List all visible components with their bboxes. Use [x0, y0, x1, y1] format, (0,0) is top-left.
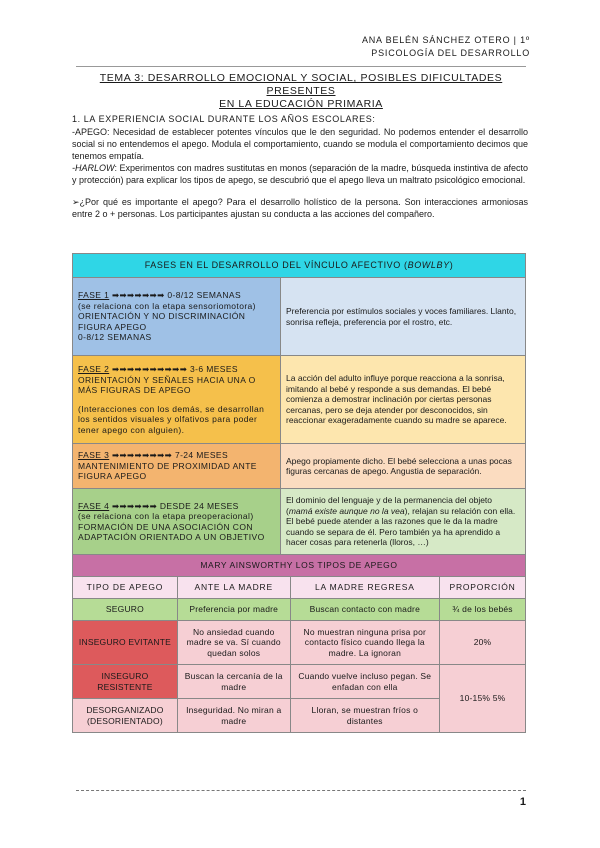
phase-arrows: ➡➡➡➡➡➡➡➡➡➡: [109, 364, 190, 374]
subject-line: PSICOLOGÍA DEL DESARROLLO: [371, 48, 530, 58]
phase-title: ORIENTACIÓN Y SEÑALES HACIA UNA O MÁS FIGURAS DE APEGO: [78, 374, 256, 395]
mother-returns: Buscan contacto con madre: [290, 599, 439, 621]
document-title: [76, 72, 526, 111]
phase-row: [73, 489, 526, 555]
apego-paragraph: [72, 126, 528, 162]
title-line-1: TEMA 3: DESARROLLO EMOCIONAL Y SOCIAL, POSIBLES DIFICULTADES PRESENTES: [99, 72, 503, 97]
heading-prefix: FASES EN EL DESARROLLO DEL VÍNCULO AFECTIVO (: [144, 260, 408, 271]
heading-suffix: ): [449, 260, 454, 271]
phase-number: FASE 3: [78, 450, 110, 461]
attachment-type: INSEGURO EVITANTE: [73, 621, 178, 665]
table-row: [73, 621, 526, 665]
phase-title: FORMACIÓN DE UNA ASOCIACIÓN CON ADAPTACIÓN ORIENTADO A UN OBJETIVO: [78, 521, 265, 542]
mother-returns: Cuando vuelve incluso pegan. Se enfadan con ella: [290, 665, 439, 699]
body-text: [72, 113, 528, 220]
column-header: PROPORCIÓN: [440, 577, 526, 599]
phase-description: Apego propiamente dicho. El bebé selecciona a unas pocas figuras cercanas de apego. Angustia de separación.: [281, 444, 526, 489]
phase-label-cell: [73, 356, 281, 444]
title-line-2: EN LA EDUCACIÓN PRIMARIA: [219, 98, 383, 110]
header-divider: [76, 66, 526, 67]
before-mother: Preferencia por madre: [177, 599, 290, 621]
column-header: ANTE LA MADRE: [177, 577, 290, 599]
phase-row: [73, 356, 526, 444]
harlow-paragraph: [72, 162, 528, 186]
attachment-type: INSEGURO RESISTENTE: [73, 665, 178, 699]
phase-age: DESDE 24 MESES: [159, 500, 239, 511]
phase-label-cell: [73, 278, 281, 356]
phase-number: FASE 2: [78, 364, 110, 374]
apego-text: Necesidad de establecer potentes vínculos que le den seguridad. No podemos entender el desarrollo social si no entendemos el apego. Modula el comportamiento, cuando se modula el comportamiento decimos que tenemos empatía.: [72, 127, 528, 161]
proportion: 20%: [440, 621, 526, 665]
column-header: LA MADRE REGRESA: [290, 577, 439, 599]
harlow-text: : Experimentos con madres sustitutas en monos (separación de la madre, búsqueda instintiva de afecto y protección) para explicar los tipos de apego, se descubrió que el apego lleva un maltrato psicológico emocional.: [72, 163, 528, 185]
phase-age: 0-8/12 SEMANAS: [167, 290, 242, 301]
column-header: TIPO DE APEGO: [73, 577, 178, 599]
phase-row: [73, 444, 526, 489]
phase-note: (Interacciones con los demás, se desarrollan los sentidos visuales y olfativos para poder tener apego con alguien).: [78, 403, 265, 435]
phase-arrows: ➡➡➡➡➡➡: [109, 500, 160, 511]
attachment-type: DESORGANIZADO (DESORIENTADO): [73, 699, 178, 733]
mother-returns: Lloran, se muestran fríos o distantes: [290, 699, 439, 733]
harlow-term: -HARLOW: [72, 163, 115, 173]
description-part-b: ), relajan su relación con ella. El bebé puede atender a las razones que le da la madre cuando se separa de él. Pero también ya ha aprendido a hacer cosas para retenerla (lloros, …): [286, 505, 516, 548]
proportion: 10-15% 5%: [440, 665, 526, 733]
phases-table: [72, 253, 526, 555]
footer-divider: [76, 790, 526, 791]
phase-description: [281, 489, 526, 555]
page-number: 1: [519, 796, 526, 808]
table-row: [73, 599, 526, 621]
table-row: [73, 665, 526, 699]
author-line: ANA BELÉN SÁNCHEZ OTERO | 1º: [361, 35, 530, 45]
attachment-types-table: [72, 554, 526, 733]
phase-note: (se relaciona con la etapa sensoriomotora): [78, 300, 256, 311]
before-mother: Inseguridad. No miran a madre: [177, 699, 290, 733]
before-mother: Buscan la cercanía de la madre: [177, 665, 290, 699]
phase-arrows: ➡➡➡➡➡➡➡➡: [109, 450, 175, 461]
phase-number: FASE 4: [78, 500, 110, 511]
section-heading: 1. LA EXPERIENCIA SOCIAL DURANTE LOS AÑOS ESCOLARES:: [72, 114, 376, 124]
proportion: ¾ de los bebés: [440, 599, 526, 621]
question-paragraph: ➢¿Por qué es importante el apego? Para el desarrollo holístico de la persona. Son interacciones armoniosas entre 2 o + personas. Los participantes ajustan su conducta a las acciones del compañero.: [72, 197, 528, 219]
types-table-heading: MARY AINSWORTHY LOS TIPOS DE APEGO: [73, 555, 526, 577]
phase-age: 7-24 MESES: [174, 450, 229, 461]
phase-description: Preferencia por estímulos sociales y voces familiares. Llanto, sonrisa refleja, preferencia por el rostro, etc.: [281, 278, 526, 356]
phase-label-cell: [73, 444, 281, 489]
heading-author: BOWLBY: [407, 260, 450, 271]
phases-table-heading: [73, 254, 526, 278]
attachment-type: SEGURO: [73, 599, 178, 621]
phase-title: MANTENIMIENTO DE PROXIMIDAD ANTE FIGURA APEGO: [78, 460, 257, 482]
phase-arrows: ➡➡➡➡➡➡➡: [109, 290, 168, 301]
description-part-a: El dominio del lenguaje y de la permanencia del objeto (: [286, 495, 493, 516]
phase-number: FASE 1: [78, 290, 110, 301]
before-mother: No ansiedad cuando madre se va. Sí cuando quedan solos: [177, 621, 290, 665]
phase-title: ORIENTACIÓN Y NO DISCRIMINACIÓN FIGURA APEGO: [78, 311, 246, 332]
phase-extra: 0-8/12 SEMANAS: [78, 332, 152, 343]
phase-row: [73, 278, 526, 356]
apego-term: -APEGO:: [72, 127, 110, 137]
phase-note: (se relaciona con la etapa preoperacional): [78, 511, 254, 521]
description-emphasis: mamá existe aunque no la vea: [288, 505, 405, 516]
phase-description: La acción del adulto influye porque reacciona a la sonrisa, imitando al bebé y responde a sus demandas. El bebé comienza a demostrar inclinación por ciertas personas cercanas, pero se deja atender por desconocidos, sin reaccionar exageradamente cuando su madre se aparece.: [281, 356, 526, 444]
mother-returns: No muestran ninguna prisa por contacto físico cuando llega la madre. La ignoran: [290, 621, 439, 665]
page-header: [362, 34, 530, 60]
phase-age: 3-6 MESES: [189, 364, 238, 374]
phase-label-cell: [73, 489, 281, 555]
